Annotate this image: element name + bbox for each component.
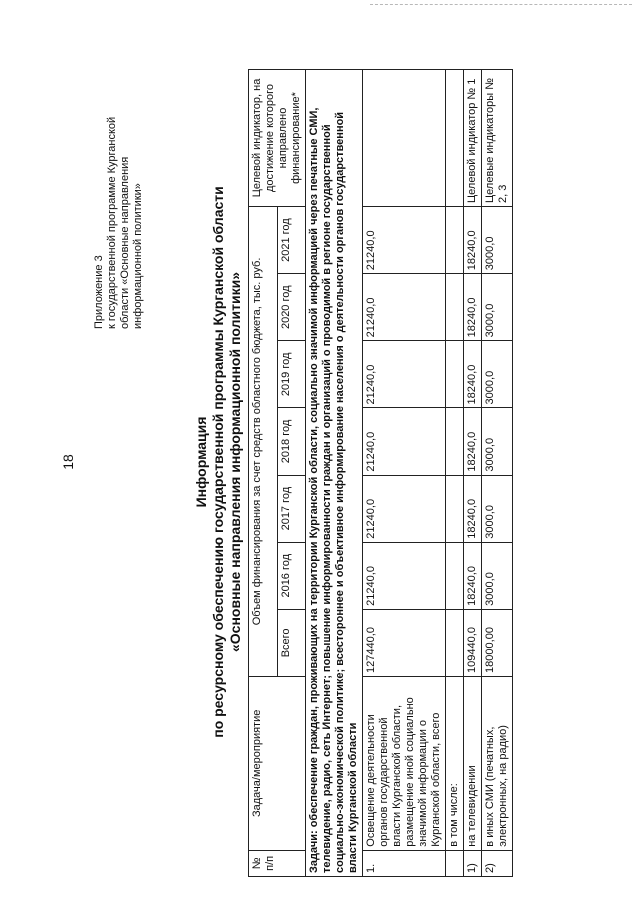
header-year-2017: 2017 год [277,475,306,542]
row-value-2016: 21240,0 [363,542,446,609]
row-num [446,850,464,876]
row-value-2019: 21240,0 [363,341,446,408]
row-value-2020: 21240,0 [363,274,446,341]
funding-table [248,69,513,877]
row-num: 1. [363,850,446,876]
row-value-2019: 18240,0 [464,341,482,408]
row-num: 1) [464,850,482,876]
header-total: Всего [277,609,306,676]
appendix-line-3: области «Основные направления [119,156,131,329]
task-description: Задачи: обеспечение граждан, проживающих на территории Курганской области, социально значимой информацией через печатные СМИ, телевидение, радио, сеть Интернет; повышение информированности граждан и организаций о проводимой в регионе государственной социально-экономической политике; всестороннее и объективное информирование населения о деятельности органов государственной власти Курганской области [306,70,363,877]
header-year-2021: 2021 год [277,206,306,273]
document-heading [193,27,244,897]
heading-title: Информация [193,416,209,508]
row-value-2018: 3000,0 [482,408,513,475]
row-num: 2) [482,850,513,876]
header-num: № п/п [249,850,306,876]
table-row [482,70,513,877]
row-value-2021: 3000,0 [482,206,513,273]
appendix-line-1: Приложение 3 [93,255,105,329]
heading-subtitle: по ресурсному обеспечению государственной программы Курганской области [210,186,226,738]
row-value-2017 [446,475,464,542]
row-total [446,609,464,676]
header-year-2018: 2018 год [277,408,306,475]
row-target [446,70,464,207]
row-target [363,70,446,207]
header-funding: Объем финансирования за счет средств областного бюджета, тыс. руб. [249,206,278,676]
row-value-2021: 21240,0 [363,206,446,273]
header-target: Целевой индикатор, на достижение которого направлено финансирование* [249,70,306,207]
row-value-2020: 18240,0 [464,274,482,341]
row-value-2017: 3000,0 [482,475,513,542]
row-value-2019: 3000,0 [482,341,513,408]
table-row [363,70,446,877]
row-name: в том числе: [446,676,464,850]
row-value-2017: 18240,0 [464,475,482,542]
scan-artifact-line [0,0,640,6]
appendix-line-2: к государственной программе Курганской [106,116,118,329]
row-name: на телевидении [464,676,482,850]
row-value-2016: 18240,0 [464,542,482,609]
row-total: 127440,0 [363,609,446,676]
row-target: Целевой индикатор № 1 [464,70,482,207]
table-row [446,70,464,877]
appendix-line-4: информационной политики» [132,183,144,329]
heading-program-name: «Основные направления информационной политики» [227,272,243,652]
header-task: Задача/мероприятие [249,676,306,850]
appendix-note [93,69,145,329]
row-value-2020: 3000,0 [482,274,513,341]
row-total: 18000,00 [482,609,513,676]
table-row [464,70,482,877]
row-value-2021: 18240,0 [464,206,482,273]
row-target: Целевые индикаторы № 2, 3 [482,70,513,207]
row-value-2020 [446,274,464,341]
header-year-2020: 2020 год [277,274,306,341]
row-value-2021 [446,206,464,273]
page-number: 18 [60,454,76,470]
table-header-row [249,70,278,877]
row-name: в иных СМИ (печатных, электронных, на радио) [482,676,513,850]
task-row [306,70,363,877]
row-value-2019 [446,341,464,408]
header-year-2016: 2016 год [277,542,306,609]
row-total: 109440,0 [464,609,482,676]
header-year-2019: 2019 год [277,341,306,408]
row-name: Освещение деятельности органов государственной власти Курганской области, размещение иной социально значимой информации о Курганской области, всего [363,676,446,850]
row-value-2018: 21240,0 [363,408,446,475]
row-value-2017: 21240,0 [363,475,446,542]
rotated-document-page [8,27,628,897]
row-value-2016 [446,542,464,609]
row-value-2016: 3000,0 [482,542,513,609]
row-value-2018 [446,408,464,475]
row-value-2018: 18240,0 [464,408,482,475]
